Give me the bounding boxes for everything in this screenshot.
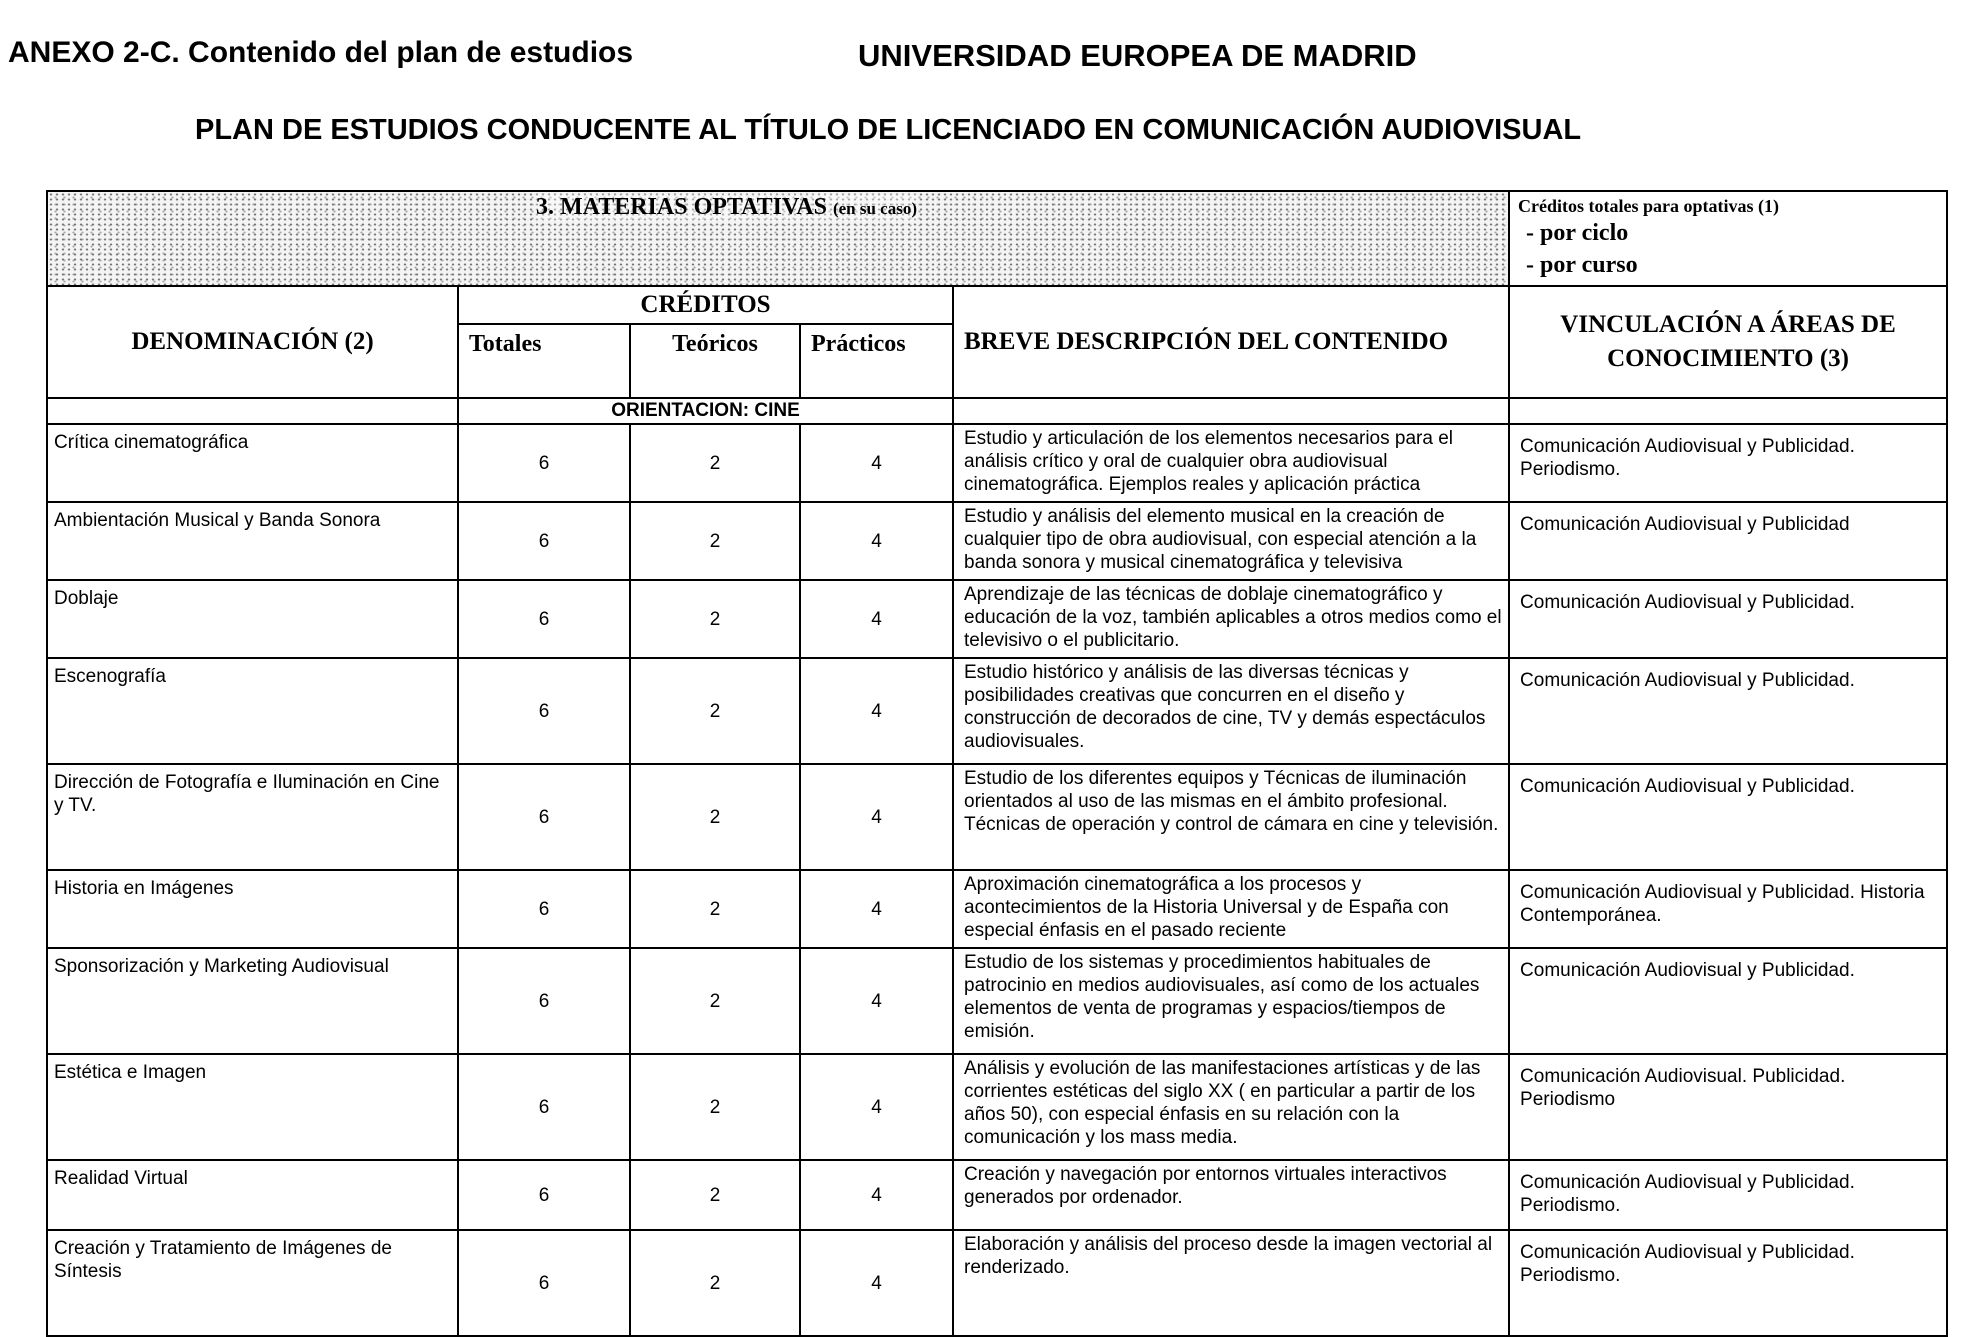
credits-totales: 6 [458, 1230, 630, 1336]
column-header-denominacion: DENOMINACIÓN (2) [47, 286, 458, 398]
subject-area: Comunicación Audiovisual y Publicidad. Periodismo. [1509, 1230, 1947, 1336]
credits-per-curso: - por curso [1526, 252, 1638, 278]
column-header-vinculacion: VINCULACIÓN A ÁREAS DE CONOCIMIENTO (3) [1509, 286, 1947, 398]
subject-name: Historia en Imágenes [47, 870, 458, 948]
subject-description: Estudio y análisis del elemento musical en la creación de cualquier tipo de obra audiovisual, con especial atención a la banda sonora y musical cinematográfica y televisiva [953, 502, 1509, 580]
subject-area: Comunicación Audiovisual y Publicidad. [1509, 658, 1947, 764]
subject-description: Análisis y evolución de las manifestaciones artísticas y de las corrientes estéticas del siglo XX ( en particular a partir de los años 50), con especial énfasis en su relación con la comunicación y los mass media. [953, 1054, 1509, 1160]
credits-totales: 6 [458, 658, 630, 764]
column-header-practicos: Prácticos [800, 324, 953, 398]
credits-per-ciclo: - por ciclo [1526, 220, 1629, 246]
table-row [47, 1054, 1947, 1160]
table-row [47, 658, 1947, 764]
subject-name: Estética e Imagen [47, 1054, 458, 1160]
table-row [47, 764, 1947, 870]
subject-description: Elaboración y análisis del proceso desde la imagen vectorial al renderizado. [953, 1230, 1509, 1336]
subject-description: Aproximación cinematográfica a los procesos y acontecimientos de la Historia Universal y de España con especial énfasis en el pasado reciente [953, 870, 1509, 948]
credits-practicos: 4 [800, 870, 953, 948]
table-row [47, 580, 1947, 658]
table-row [47, 948, 1947, 1054]
subject-description: Estudio de los diferentes equipos y Técnicas de iluminación orientados al uso de las mismas en el ámbito profesional. Técnicas de operación y control de cámara en cine y televisión. [953, 764, 1509, 870]
orientation-blank-cell [47, 398, 458, 424]
credits-teoricos: 2 [630, 1230, 800, 1336]
subject-area: Comunicación Audiovisual y Publicidad [1509, 502, 1947, 580]
orientation-blank-cell [953, 398, 1509, 424]
credits-totales: 6 [458, 1054, 630, 1160]
subject-description: Estudio y articulación de los elementos necesarios para el análisis crítico y oral de cualquier obra audiovisual cinematográfica. Ejemplos reales y aplicación práctica [953, 424, 1509, 502]
document-title: PLAN DE ESTUDIOS CONDUCENTE AL TÍTULO DE LICENCIADO EN COMUNICACIÓN AUDIOVISUAL [195, 114, 1582, 146]
column-header-teoricos: Teóricos [630, 324, 800, 398]
credits-teoricos: 2 [630, 424, 800, 502]
subject-name: Doblaje [47, 580, 458, 658]
table-row [47, 1160, 1947, 1230]
subject-area: Comunicación Audiovisual y Publicidad. [1509, 948, 1947, 1054]
orientation-blank-cell [1509, 398, 1947, 424]
subject-area: Comunicación Audiovisual y Publicidad. Periodismo. [1509, 424, 1947, 502]
credits-totals-box [1509, 191, 1947, 286]
credits-totales: 6 [458, 502, 630, 580]
subject-description: Creación y navegación por entornos virtuales interactivos generados por ordenador. [953, 1160, 1509, 1230]
subject-name: Realidad Virtual [47, 1160, 458, 1230]
credits-practicos: 4 [800, 502, 953, 580]
credits-totales: 6 [458, 764, 630, 870]
subject-area: Comunicación Audiovisual y Publicidad. [1509, 580, 1947, 658]
column-header-totales: Totales [458, 324, 630, 398]
subject-area: Comunicación Audiovisual y Publicidad. Historia Contemporánea. [1509, 870, 1947, 948]
credits-practicos: 4 [800, 424, 953, 502]
subject-description: Estudio de los sistemas y procedimientos habituales de patrocinio en medios audiovisuales, así como de los actuales elementos de venta de programas y espacios/tiempos de emisión. [953, 948, 1509, 1054]
subject-name: Ambientación Musical y Banda Sonora [47, 502, 458, 580]
subject-name: Escenografía [47, 658, 458, 764]
credits-totales: 6 [458, 580, 630, 658]
section-title: 3. MATERIAS OPTATIVAS [536, 194, 827, 220]
credits-practicos: 4 [800, 580, 953, 658]
table-row [47, 870, 1947, 948]
subject-name: Dirección de Fotografía e Iluminación en Cine y TV. [47, 764, 458, 870]
credits-practicos: 4 [800, 764, 953, 870]
credits-teoricos: 2 [630, 1054, 800, 1160]
subject-area: Comunicación Audiovisual y Publicidad. [1509, 764, 1947, 870]
subject-name: Sponsorización y Marketing Audiovisual [47, 948, 458, 1054]
credits-totales: 6 [458, 1160, 630, 1230]
credits-teoricos: 2 [630, 948, 800, 1054]
credits-teoricos: 2 [630, 658, 800, 764]
credits-totales: 6 [458, 870, 630, 948]
subject-area: Comunicación Audiovisual. Publicidad. Periodismo [1509, 1054, 1947, 1160]
credits-totals-title: Créditos totales para optativas (1) [1518, 196, 1780, 216]
credits-totales: 6 [458, 424, 630, 502]
university-name: UNIVERSIDAD EUROPEA DE MADRID [858, 38, 1417, 73]
section-banner [47, 191, 1509, 286]
column-header-creditos: CRÉDITOS [458, 286, 953, 324]
credits-teoricos: 2 [630, 1160, 800, 1230]
section-title-suffix: (en su caso) [832, 199, 918, 218]
subject-name: Creación y Tratamiento de Imágenes de Síntesis [47, 1230, 458, 1336]
credits-totales: 6 [458, 948, 630, 1054]
column-header-descripcion: BREVE DESCRIPCIÓN DEL CONTENIDO [953, 286, 1509, 398]
subject-area: Comunicación Audiovisual y Publicidad. Periodismo. [1509, 1160, 1947, 1230]
credits-practicos: 4 [800, 658, 953, 764]
credits-teoricos: 2 [630, 870, 800, 948]
credits-teoricos: 2 [630, 580, 800, 658]
credits-practicos: 4 [800, 1054, 953, 1160]
plan-table [46, 190, 1948, 1337]
subject-description: Aprendizaje de las técnicas de doblaje cinematográfico y educación de la voz, también aplicables a otros medios como el televisivo o el publicitario. [953, 580, 1509, 658]
table-row [47, 1230, 1947, 1336]
credits-teoricos: 2 [630, 764, 800, 870]
orientation-label: ORIENTACION: CINE [458, 398, 953, 424]
credits-practicos: 4 [800, 1160, 953, 1230]
table-row [47, 502, 1947, 580]
table-row [47, 424, 1947, 502]
credits-teoricos: 2 [630, 502, 800, 580]
subject-description: Estudio histórico y análisis de las diversas técnicas y posibilidades creativas que concurren en el diseño y construcción de decorados de cine, TV y demás espectáculos audiovisuales. [953, 658, 1509, 764]
annex-heading: ANEXO 2-C. Contenido del plan de estudios [8, 36, 634, 69]
subject-name: Crítica cinematográfica [47, 424, 458, 502]
credits-practicos: 4 [800, 1230, 953, 1336]
section-banner-label [536, 194, 917, 221]
credits-practicos: 4 [800, 948, 953, 1054]
